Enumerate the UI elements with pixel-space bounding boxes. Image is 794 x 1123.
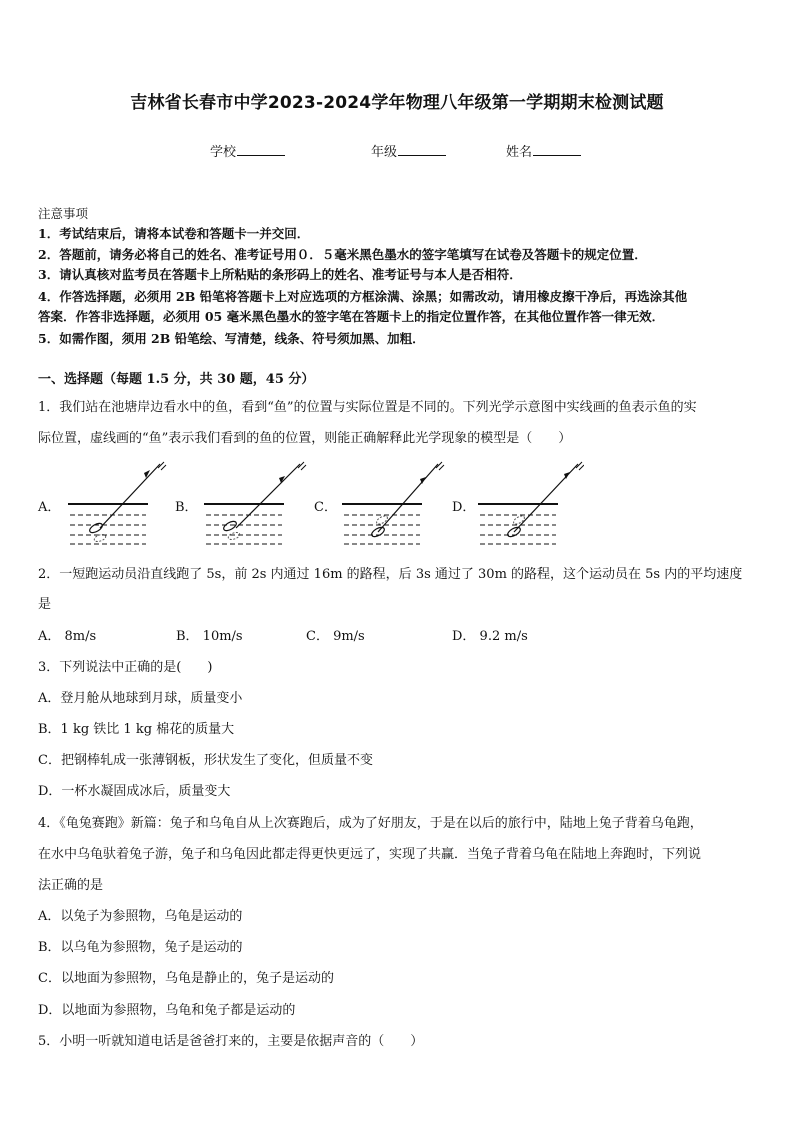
school-field	[210, 141, 285, 160]
q1-stem-line2: 际位置，虚线画的“鱼”表示我们看到的鱼的位置，则能正确解释此光学现象的模型是（ ）	[38, 431, 572, 446]
q1-option-a-label: A．	[38, 500, 61, 515]
grade-field	[371, 141, 446, 160]
q3-option-a: A．登月舱从地球到月球，质量变小	[38, 691, 243, 706]
name-field	[506, 141, 581, 160]
notice-item: 4．作答选择题，必须用 2B 铅笔将答题卡上对应选项的方框涂满、涂黑；如需改动，请用橡皮擦干净后，再选涂其他	[38, 289, 688, 304]
q4-option-c: C．以地面为参照物，乌龟是静止的，兔子是运动的	[38, 971, 334, 986]
q3-option-c: C．把钢棒轧成一张薄钢板，形状发生了变化，但质量不变	[38, 753, 373, 768]
q2-option-b: B． 10m/s	[176, 629, 243, 644]
q3-option-d: D．一杯水凝固成冰后，质量变大	[38, 784, 231, 799]
q2-option-c: C． 9m/s	[306, 629, 365, 644]
notice-item: 5．如需作图，须用 2B 铅笔绘、写清楚，线条、符号须加黑、加粗．	[38, 331, 425, 346]
q1-diagram-a	[64, 456, 174, 548]
school-blank	[237, 143, 285, 156]
name-label: 姓名	[506, 145, 533, 160]
q5-stem: 5．小明一听就知道电话是爸爸打来的，主要是依据声音的（ ）	[38, 1034, 424, 1049]
notice-item: 3．请认真核对监考员在答题卡上所粘贴的条形码上的姓名、准考证号与本人是否相符．	[38, 267, 522, 282]
section-title: 一、选择题（每题 1.5 分，共 30 题，45 分）	[38, 372, 315, 387]
q1-option-d-label: D．	[452, 500, 476, 515]
q3-option-b: B．1 kg 铁比 1 kg 棉花的质量大	[38, 722, 235, 737]
q4-option-d: D．以地面为参照物，乌龟和兔子都是运动的	[38, 1003, 296, 1018]
q4-option-b: B．以乌龟为参照物，兔子是运动的	[38, 940, 243, 955]
q4-stem-line2: 在水中乌龟驮着兔子游，兔子和乌龟因此都走得更快更远了，实现了共赢．当兔子背着乌龟在陆地上奔跑时，下列说	[38, 847, 702, 862]
school-label: 学校	[210, 145, 237, 160]
q4-option-a: A．以兔子为参照物，乌龟是运动的	[38, 909, 243, 924]
q1-diagram-d	[474, 456, 584, 548]
name-blank	[533, 143, 581, 156]
q2-option-d: D． 9.2 m/s	[452, 629, 528, 644]
q2-stem-line2: 是	[38, 597, 52, 612]
notice-item: 答案．作答非选择题，必须用 05 毫米黑色墨水的签字笔在答题卡上的指定位置作答，在其他位置作答一律无效．	[38, 309, 665, 324]
notice-item: 2．答题前，请务必将自己的姓名、准考证号用０．５毫米黑色墨水的签字笔填写在试卷及答题卡的规定位置．	[38, 247, 647, 262]
q2-option-a: A． 8m/s	[38, 629, 97, 644]
q2-stem-line1: 2．一短跑运动员沿直线跑了 5s，前 2s 内通过 16m 的路程，后 3s 通过了 30m 的路程，这个运动员在 5s 内的平均速度	[38, 567, 743, 582]
q1-stem-line1: 1．我们站在池塘岸边看水中的鱼，看到“鱼”的位置与实际位置是不同的。下列光学示意图中实线画的鱼表示鱼的实	[38, 400, 697, 415]
q1-diagram-b	[200, 456, 310, 548]
q3-stem: 3．下列说法中正确的是( )	[38, 660, 213, 675]
q1-option-c-label: C．	[314, 500, 337, 515]
notice-item: 1．考试结束后，请将本试卷和答题卡一并交回．	[38, 226, 310, 241]
grade-blank	[398, 143, 446, 156]
grade-label: 年级	[371, 145, 398, 160]
notice-heading: 注意事项	[38, 206, 89, 221]
q1-diagram-c	[338, 456, 448, 548]
page-title: 吉林省长春市中学2023-2024学年物理八年级第一学期期末检测试题	[130, 93, 664, 113]
q4-stem-line1: 4．《龟兔赛跑》新篇：兔子和乌龟自从上次赛跑后，成为了好朋友，于是在以后的旅行中，陆地上兔子背着乌龟跑，	[38, 816, 703, 831]
q4-stem-line3: 法正确的是	[38, 878, 104, 893]
q1-option-b-label: B．	[175, 500, 198, 515]
